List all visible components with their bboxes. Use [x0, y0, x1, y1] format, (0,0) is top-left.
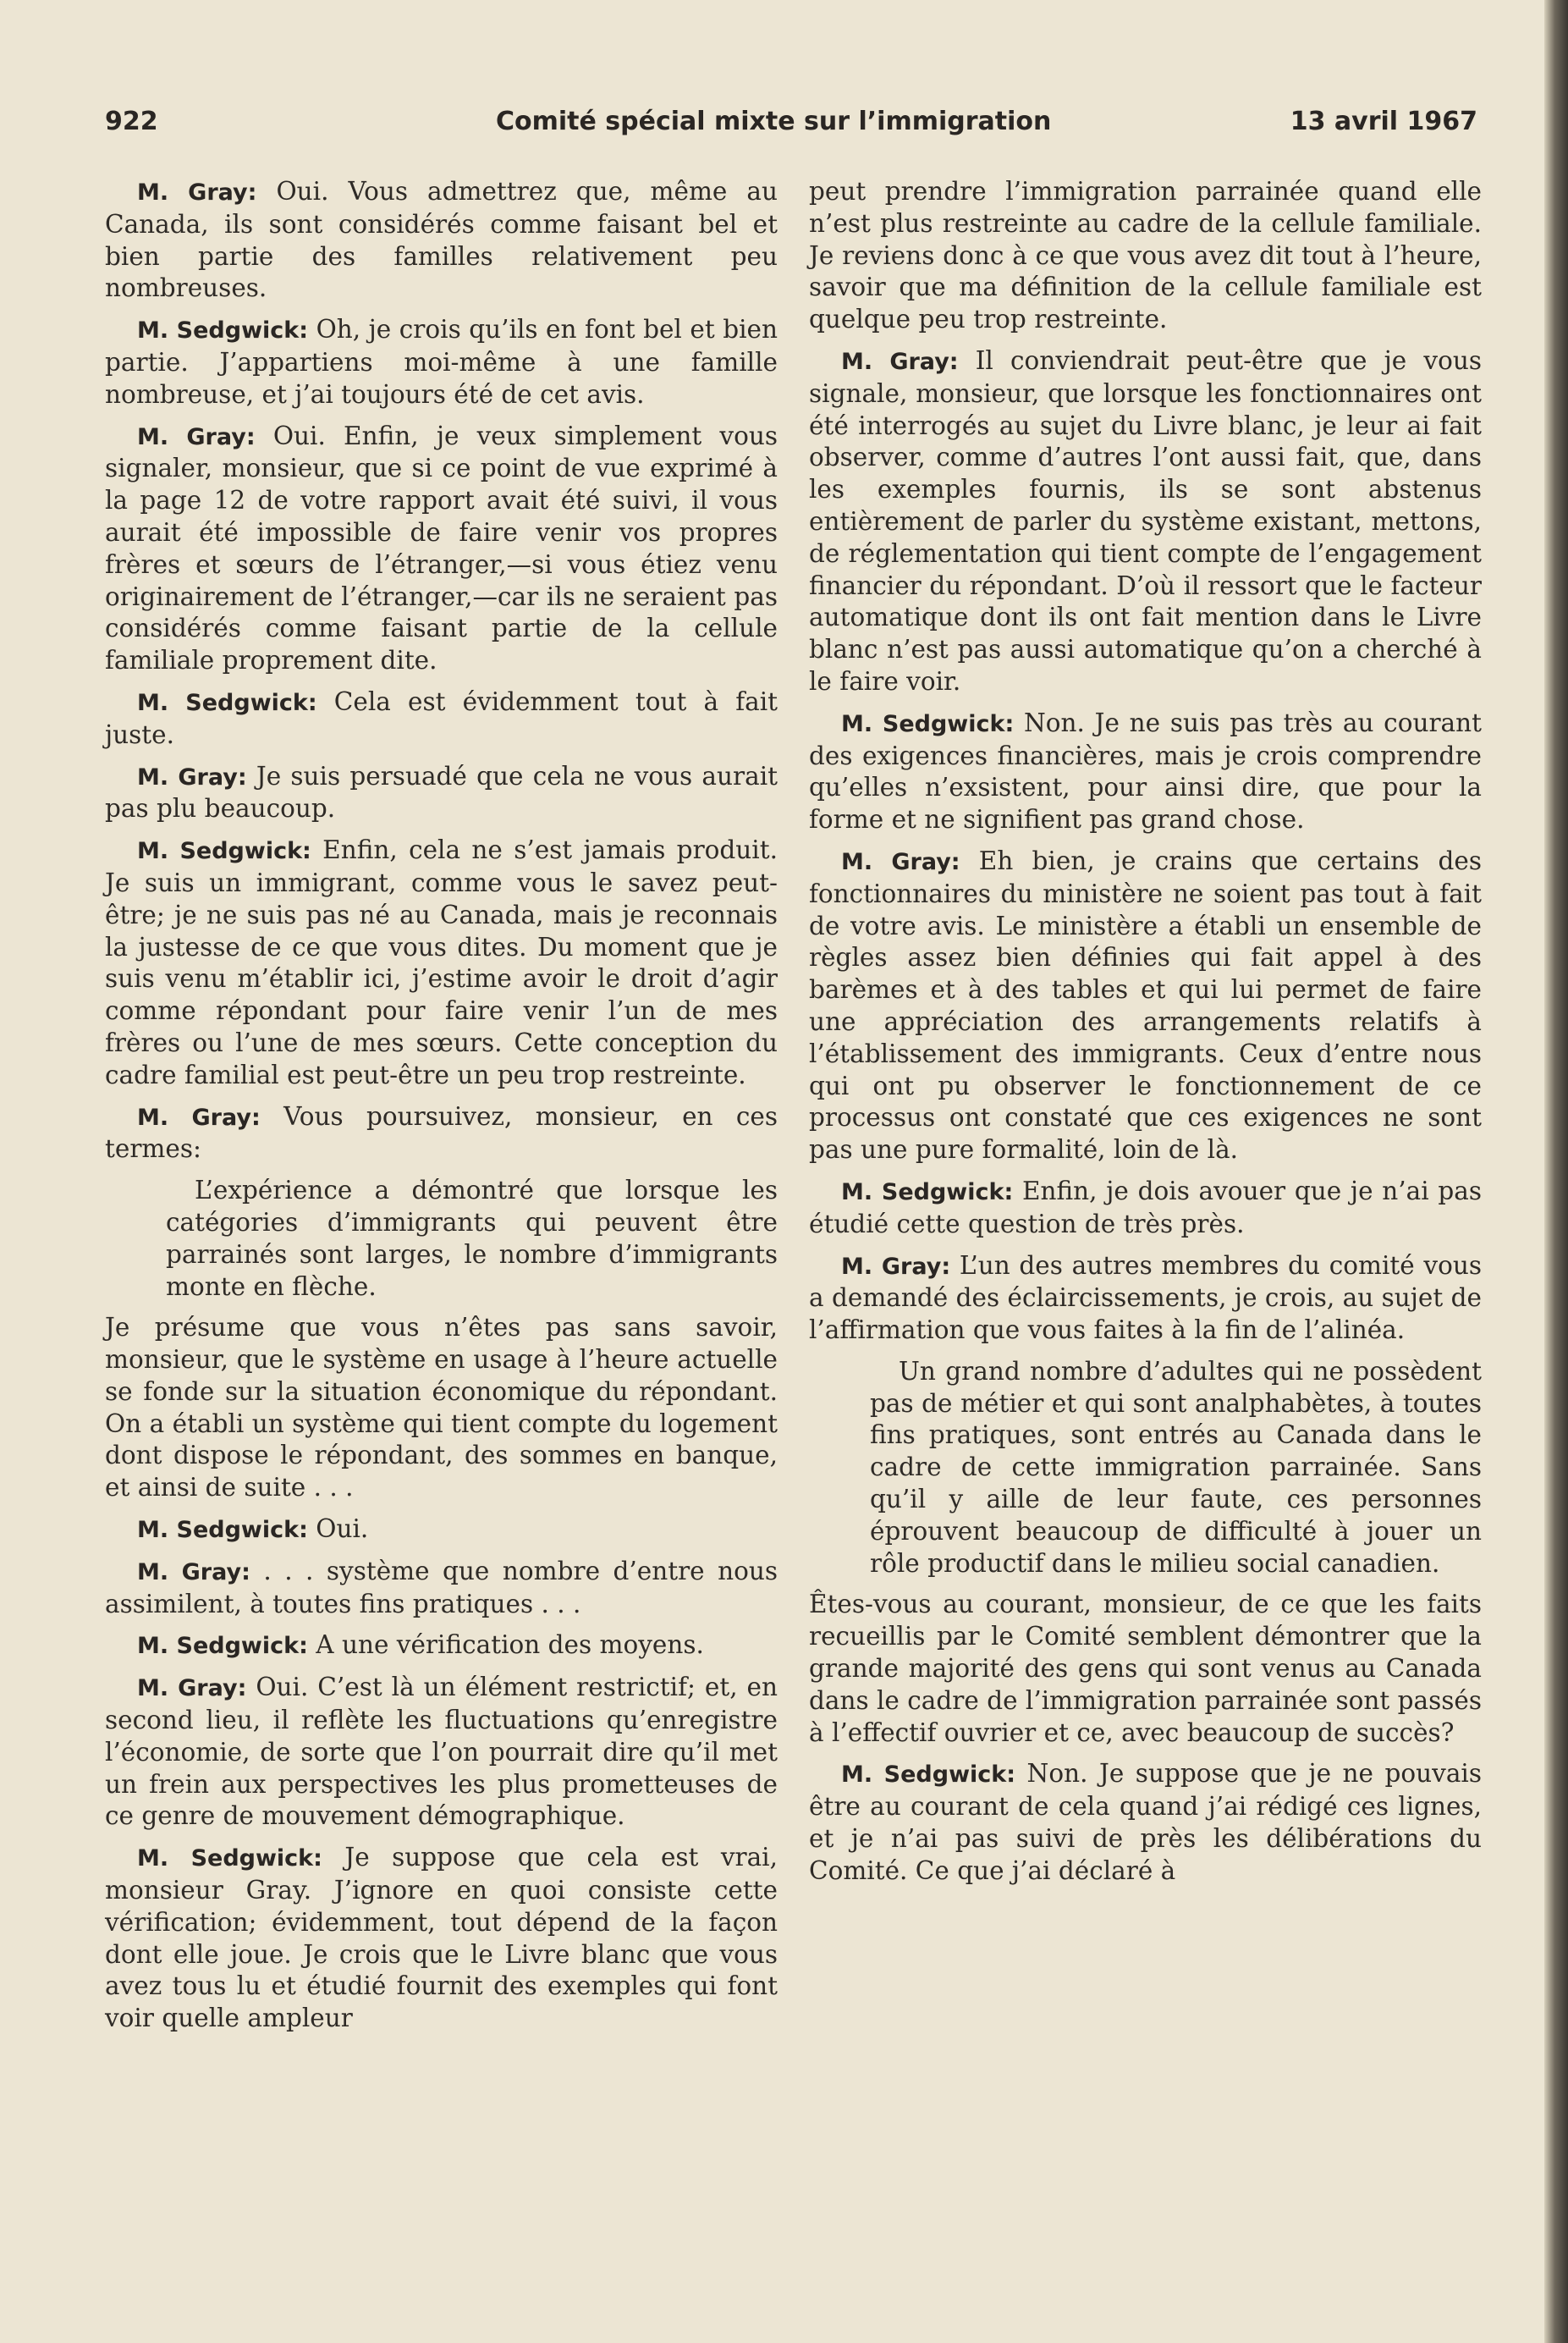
- paragraph: [105, 835, 778, 1091]
- paragraph: [105, 176, 778, 305]
- paragraph: [809, 1250, 1482, 1347]
- paragraph: [105, 1672, 778, 1833]
- paragraph: [809, 1758, 1482, 1887]
- paragraph-text: Enfin, cela ne s’est jamais produit. Je suis un immigrant, comme vous le savez peut-être; je ne suis pas né au Canada, mais je reconnais la justesse de ce que vous dites. Du moment que je suis venu m’établir ici, j’estime avoir le droit d’agir comme répondant pour faire venir l’un de mes frères ou l’une de mes sœurs. Cette conception du cadre familial est peut-être un peu trop restreinte.: [105, 835, 778, 1089]
- speaker-name: M. Gray:: [137, 764, 247, 791]
- paragraph-text: Je suis persuadé que cela ne vous aurait pas plu beaucoup.: [105, 761, 778, 824]
- speaker-name: M. Sedgwick:: [137, 838, 311, 865]
- paragraph-text: Oui.: [307, 1514, 369, 1544]
- running-title: Comité spécial mixte sur l’immigration: [496, 107, 1052, 136]
- paragraph: [105, 1101, 778, 1166]
- paragraph: [809, 846, 1482, 1166]
- paragraph-text: Oui. Enfin, je veux simplement vous signaler, monsieur, que si ce point de vue exprimé à la page 12 de votre rapport avait été suivi, il vous aurait été impossible de faire venir vos propres frères et sœurs de l’étranger,—si vous étiez venu originairement de l’étranger,—car ils ne seraient pas considérés comme faisant partie de la cellule familiale proprement dite.: [105, 421, 778, 675]
- paragraph-text: L’un des autres membres du comité vous a demandé des éclaircissements, je crois, au sujet de l’affirmation que vous faites à la fin de l’alinéa.: [809, 1250, 1483, 1345]
- speaker-name: M. Gray:: [137, 1558, 250, 1585]
- header-date: 13 avril 1967: [1290, 107, 1477, 136]
- paragraph: [105, 314, 778, 411]
- block-quote: Un grand nombre d’adultes qui ne possèdent pas de métier et qui sont analphabètes, à toutes fins pratiques, sont entrés au Canada dans le cadre de cette immigration parrainée. Sans qu’il y aille de leur faute, ces personnes éprouvent beaucoup de difficulté à jouer un rôle productif dans le milieu social canadien.: [870, 1356, 1482, 1578]
- page-binding-edge: [1544, 0, 1568, 2343]
- speaker-name: M. Sedgwick:: [841, 1178, 1014, 1205]
- speaker-name: M. Sedgwick:: [137, 689, 317, 716]
- paragraph-text: Non. Je ne suis pas très au courant des exigences financières, mais je crois comprendre qu’elles n’exsistent, pour ainsi dire, que pour la forme et ne signifient pas grand chose.: [809, 708, 1482, 835]
- paragraph-text: Cela est évidemment tout à fait juste.: [105, 686, 778, 749]
- paragraph-text: Oui. Vous admettrez que, même au Canada, ils sont considérés comme faisant bel et bien partie des familles relativement peu nombreuses.: [105, 177, 778, 303]
- speaker-name: M. Gray:: [841, 348, 959, 375]
- speaker-name: M. Gray:: [137, 423, 256, 450]
- speaker-name: M. Sedgwick:: [137, 1517, 308, 1544]
- paragraph-text: Non. Je suppose que je ne pouvais être au courant de cela quand j’ai rédigé ces lignes, et je n’ai pas suivi de près les délibérations du Comité. Ce que j’ai déclaré à: [809, 1759, 1482, 1885]
- paragraph: [809, 345, 1482, 698]
- speaker-name: M. Sedgwick:: [137, 317, 309, 345]
- paragraph-text: Eh bien, je crains que certains des fonctionnaires du ministère ne soient pas tout à fait de votre avis. Le ministère a établi un ensemble de règles assez bien définies qui fait appel à des barèmes et à des tables et qui lui permet de faire une appréciation des arrangements relatifs à l’établissement des immigrants. Ceux d’entre nous qui ont pu observer le fonctionnement de ce processus ont constaté que ces exigences ne sont pas une pure formalité, loin de là.: [809, 846, 1482, 1165]
- speaker-name: M. Sedgwick:: [137, 1845, 322, 1872]
- paragraph-continuation: peut prendre l’immigration parrainée quand elle n’est plus restreinte au cadre de la cellule familiale. Je reviens donc à ce que vous avez dit tout à l’heure, savoir que ma définition de la cellule familiale est quelque peu trop restreinte.: [809, 177, 1482, 334]
- paragraph: [105, 1842, 778, 2035]
- left-column: [105, 176, 778, 2044]
- block-quote: L’expérience a démontré que lorsque les catégories d’immigrants qui peuvent être parrainés sont larges, le nombre d’immigrants monte en flèche.: [166, 1176, 778, 1301]
- paragraph-text: . . . système que nombre d’entre nous assimilent, à toutes fins pratiques . . .: [105, 1556, 778, 1618]
- paragraph-text: Oui. C’est là un élément restrictif; et, en second lieu, il reflète les fluctuations qu’enregistre l’économie, de sorte que l’on pourrait dire qu’il met un frein aux perspectives les plus prometteuses de ce genre de mouvement démographique.: [105, 1673, 778, 1831]
- paragraph-text: A une vérification des moyens.: [307, 1630, 704, 1660]
- paragraph: [105, 1629, 778, 1662]
- speaker-name: M. Gray:: [137, 1675, 247, 1702]
- paragraph: [105, 421, 778, 677]
- paragraph: [105, 686, 778, 752]
- speaker-name: M. Sedgwick:: [841, 1761, 1016, 1789]
- paragraph: [105, 1556, 778, 1621]
- right-column: [809, 176, 1482, 1897]
- speaker-name: M. Sedgwick:: [137, 1633, 308, 1660]
- speaker-name: M. Gray:: [137, 1104, 261, 1131]
- paragraph-text: Vous poursuivez, monsieur, en ces termes:: [105, 1101, 778, 1164]
- paragraph-text: Oh, je crois qu’ils en font bel et bien partie. J’appartiens moi-même à une famille nombreuse, et j’ai toujours été de cet avis.: [105, 315, 778, 409]
- paragraph: [809, 708, 1482, 836]
- paragraph-text: Enfin, je dois avouer que je n’ai pas étudié cette question de très près.: [809, 1176, 1482, 1238]
- paragraph: Êtes-vous au courant, monsieur, de ce que les faits recueillis par le Comité semblent démontrer que la grande majorité des gens qui sont venus au Canada dans le cadre de l’immigration parrainée sont passés à l’effectif ouvrier et ce, avec beaucoup de succès?: [809, 1590, 1483, 1747]
- speaker-name: M. Gray:: [841, 1253, 951, 1280]
- paragraph-text: Je suppose que cela est vrai, monsieur Gray. J’ignore en quoi consiste cette vérification; évidemment, tout dépend de la façon dont elle joue. Je crois que le Livre blanc que vous avez tous lu et étudié fournit des exemples qui font voir quelle ampleur: [105, 1843, 778, 2033]
- paragraph: [105, 761, 778, 826]
- speaker-name: M. Gray:: [841, 848, 960, 875]
- running-header: [105, 107, 1477, 144]
- page-number: 922: [105, 107, 158, 136]
- speaker-name: M. Gray:: [137, 179, 257, 206]
- paragraph: [105, 1513, 778, 1546]
- paragraph: [809, 1176, 1482, 1241]
- paragraph: Je présume que vous n’êtes pas sans savoir, monsieur, que le système en usage à l’heure actuelle se fonde sur la situation économique du répondant. On a établi un système qui tient compte du logement dont dispose le répondant, des sommes en banque, et ainsi de suite . . .: [105, 1313, 778, 1502]
- paragraph-text: Il conviendrait peut-être que je vous signale, monsieur, que lorsque les fonctionnaires ont été interrogés au sujet du Livre blanc, je leur ai fait observer, comme d’autres l’ont aussi fait, que, dans les exemples fournis, ils se sont abstenus entièrement de parler du système existant, mettons, de réglementation qui tient compte de l’engagement financier du répondant. D’où il ressort que le facteur automatique dont ils ont fait mention dans le Livre blanc n’est pas aussi automatique qu’on a cherché à le faire voir.: [809, 345, 1482, 696]
- speaker-name: M. Sedgwick:: [841, 710, 1015, 737]
